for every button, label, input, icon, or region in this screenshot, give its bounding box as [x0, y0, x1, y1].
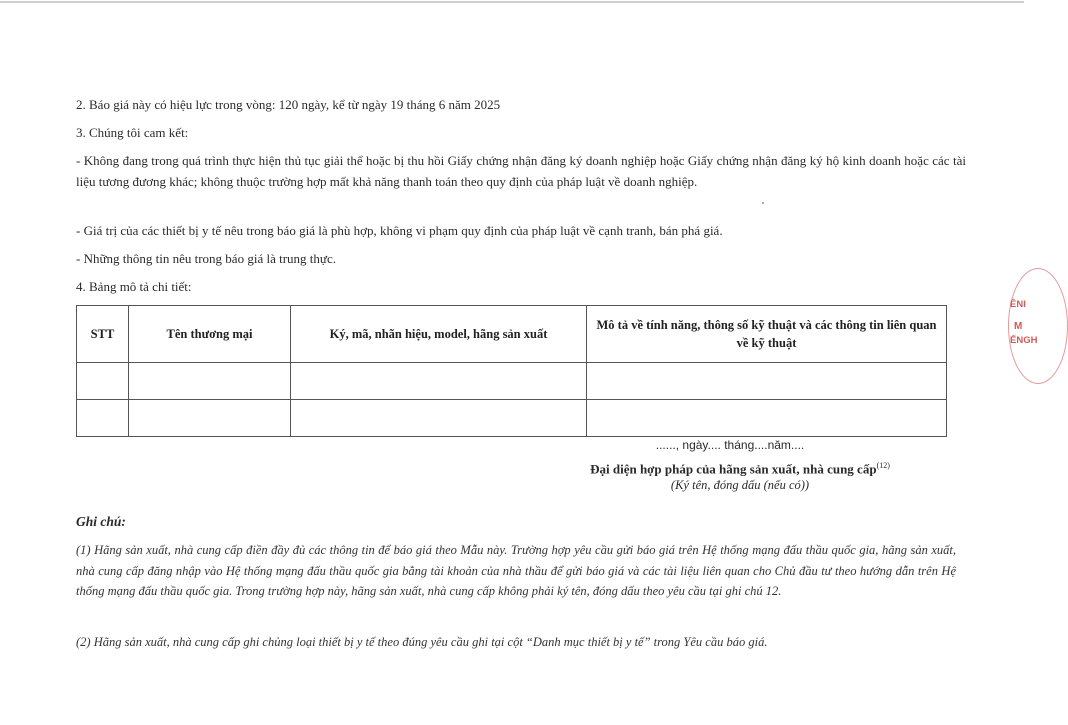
- footnote-ref-12: (12): [876, 461, 890, 470]
- sign-instruction: (Ký tên, đóng dấu (nếu có)): [670, 478, 810, 492]
- col-header-technical-description: Mô tả về tính năng, thông số kỹ thuật và các thông tin liên quan về kỹ thuật: [587, 306, 947, 363]
- detail-table: [76, 305, 947, 437]
- representative-title: [540, 455, 940, 480]
- table-row: [77, 363, 947, 400]
- col-header-model-manufacturer: Ký, mã, nhãn hiệu, model, hãng sản xuất: [291, 306, 587, 363]
- table-header-row: [77, 306, 947, 363]
- stamp-text-2: M: [1014, 321, 1023, 332]
- table-row: [77, 400, 947, 437]
- table-cell: [587, 400, 947, 437]
- validity-paragraph: 2. Báo giá này có hiệu lực trong vòng: 120 ngày, kể từ ngày 19 tháng 6 năm 2025: [76, 97, 501, 112]
- table-cell: [291, 363, 587, 400]
- table-cell: [129, 400, 291, 437]
- table-cell: [77, 400, 129, 437]
- date-line: ......, ngày.... tháng....năm....: [655, 438, 805, 452]
- commitment-heading: 3. Chúng tôi cam kết:: [76, 125, 189, 140]
- col-header-trade-name: Tên thương mại: [129, 306, 291, 363]
- note-2: (2) Hãng sản xuất, nhà cung cấp ghi chủng loại thiết bị y tế theo đúng yêu cầu ghi tại cột “Danh mục thiết bị y tế” trong Yêu cầu báo giá.: [76, 635, 768, 649]
- table-cell: [77, 363, 129, 400]
- col-header-stt: STT: [77, 306, 129, 363]
- page-top-border: [0, 1, 1024, 3]
- red-stamp-edge: [1008, 268, 1068, 384]
- table-cell: [587, 363, 947, 400]
- table-cell: [291, 400, 587, 437]
- scan-speck: [762, 202, 764, 204]
- stamp-text-1: ÊNI: [1010, 299, 1026, 310]
- commitment-item-2: - Giá trị của các thiết bị y tế nêu trong báo giá là phù hợp, không vi phạm quy định của pháp luật về cạnh tranh, bán phá giá.: [76, 223, 723, 238]
- notes-heading: Ghi chú:: [76, 514, 126, 529]
- commitment-item-1: - Không đang trong quá trình thực hiện thủ tục giải thể hoặc bị thu hồi Giấy chứng nhận đăng ký doanh nghiệp hoặc Giấy chứng nhận đăng ký hộ kinh doanh hoặc các tài liệu tương đương khác; không thuộc trường hợp mất khả năng thanh toán theo quy định của pháp luật về doanh nghiệp.: [76, 153, 966, 189]
- representative-text: Đại diện hợp pháp của hãng sản xuất, nhà cung cấp: [590, 461, 877, 477]
- note-1: (1) Hãng sản xuất, nhà cung cấp điền đầy đủ các thông tin để báo giá theo Mẫu này. Trường hợp yêu cầu gửi báo giá trên Hệ thống mạng đấu thầu quốc gia, hãng sản xuất, nhà cung cấp đăng nhập vào Hệ thống mạng đấu thầu quốc gia bằng tài khoản của nhà thầu để gửi báo giá và các tài liệu liên quan cho Chủ đầu tư theo hướng dẫn trên Hệ thống mạng đấu thầu quốc gia. Trong trường hợp này, hãng sản xuất, nhà cung cấp không phải ký tên, đóng dấu theo yêu cầu tại ghi chú 12.: [76, 543, 956, 598]
- detail-table-heading: 4. Bảng mô tả chi tiết:: [76, 279, 192, 294]
- stamp-text-3: ẾNGH: [1010, 335, 1038, 346]
- commitment-item-3: - Những thông tin nêu trong báo giá là trung thực.: [76, 251, 336, 266]
- table-cell: [129, 363, 291, 400]
